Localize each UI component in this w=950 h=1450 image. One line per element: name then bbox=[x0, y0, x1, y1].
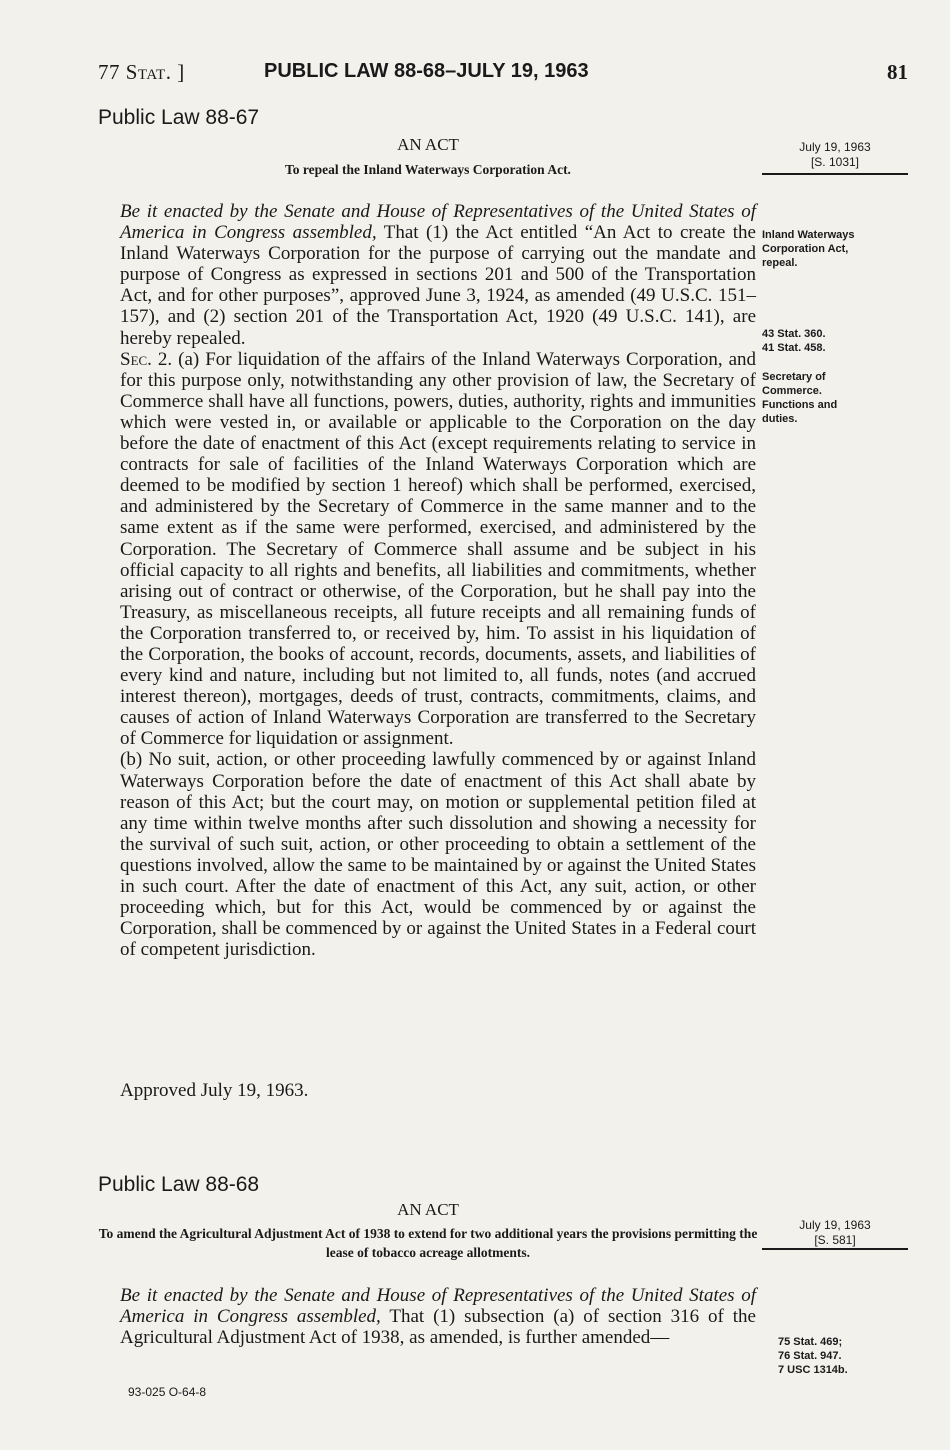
act-heading-2: AN ACT bbox=[397, 1200, 459, 1219]
law2-section-1-text: That (1) subsection (a) of section 316 of the Agricultural Adjustment Act of 1938, as amended, is further amended— bbox=[120, 1306, 756, 1349]
law-title-88-67: Public Law 88-67 bbox=[98, 106, 260, 129]
act-purpose: To repeal the Inland Waterways Corporation Act. bbox=[285, 162, 571, 177]
section-2a-text: (a) For liquidation of the affairs of the Inland Waterways Corporation, and for this purpose only, notwithstanding any other provision of law, the Secretary of Commerce shall have all functions, powers, duties, authority, rights and immunities which were vested in, or available or applicable to the Corporation on the day before the date of enactment of this Act (except requirements relating to service in contracts for sale of facilities of the Inland Waterways Corporation which are deemed to be modified by section 1 hereof) which shall be performed, exercised, and administered by the Secretary of Commerce in the same manner and to the same extent as if the same were performed, exercised, and administered by the Corporation. The Secretary of Commerce shall assume and be subject in his official capacity to all rights and benefits, all liabilities and commitments, whether arising out of contract or otherwise, of the Corporation, but he shall pay into the Treasury, as miscellaneous receipts, all future receipts and all remaining funds of the Corporation transferred to, or received by, him. To assist in his liquidation of the Corporation, the books of account, records, documents, assets, and liabilities of every kind and nature, including but not limited to, all funds, notes (and accrued interest thereon), mortgages, deeds of trust, contracts, commitments, claims, and causes of action of Inland Waterways Corporation are transferred to the Secretary of Commerce for liquidation or assignment. bbox=[120, 348, 757, 750]
section-2a bbox=[120, 349, 756, 750]
date-text-2: July 19, 1963 bbox=[799, 1218, 871, 1232]
section-1 bbox=[120, 201, 756, 349]
enacting-clause: Be it enacted by the Senate and House of Representatives of the United States of America in Congress assembled, bbox=[120, 201, 756, 244]
section-1-text: That (1) the Act entitled “An Act to create the Inland Waterways Corporation for the purpose of carrying out the mandate and purpose of Congress as expressed in sections 201 and 500 of the Transportation Act, and for other purposes”, approved June 3, 1924, as amended (49 U.S.C. 151–157), and (2) section 201 of the Transportation Act, 1920 (49 U.S.C. 141), are hereby repealed. bbox=[120, 222, 756, 349]
margin-note-repeal: Inland Waterways Corporation Act, repeal. bbox=[762, 229, 855, 269]
act-purpose-2: To amend the Agricultural Adjustment Act of 1938 to extend for two additional years the provisions permitting the lease of tobacco acreage allotments. bbox=[98, 1226, 758, 1260]
margin-rule bbox=[762, 173, 908, 175]
law-title-88-68: Public Law 88-68 bbox=[98, 1173, 260, 1196]
section-2b bbox=[120, 749, 756, 960]
bill-number-2: [S. 581] bbox=[814, 1233, 856, 1247]
running-title: PUBLIC LAW 88-68–JULY 19, 1963 bbox=[264, 60, 589, 82]
section-label: Sec. 2. bbox=[120, 348, 173, 370]
enactment-date bbox=[762, 140, 908, 170]
date-text: July 19, 1963 bbox=[799, 140, 871, 154]
section-2b-text: (b) No suit, action, or other proceeding lawfully commenced by or against Inland Waterways Corporation before the date of enactment of this Act shall abate by reason of this Act; but the court may, on motion or supplemental petition filed at any time within twelve months after such dissolution and showing a necessity for the survival of such suit, action, or other proceeding to obtain a settlement of the questions involved, allow the same to be maintained by or against the United States in such court. After the date of enactment of this Act, any suit, action, or other proceeding which, but for this Act, would be commenced by or against the Corporation, shall be commenced by or against the United States in a Federal court of competent jurisdiction. bbox=[120, 749, 756, 961]
margin-rule-2 bbox=[762, 1248, 908, 1250]
enacting-clause-2: Be it enacted by the Senate and House of Representatives of the United States of America in Congress assembled, bbox=[120, 1285, 756, 1328]
approval-line: Approved July 19, 1963. bbox=[120, 1080, 309, 1101]
bill-number: [S. 1031] bbox=[810, 155, 860, 169]
printing-folio: 93-025 O-64-8 bbox=[128, 1385, 207, 1399]
margin-note-stat-citations: 43 Stat. 360. 41 Stat. 458. bbox=[762, 328, 826, 354]
law2-section-1 bbox=[120, 1285, 756, 1348]
volume-reference: 77 Stat. ] bbox=[98, 60, 185, 84]
page-number: 81 bbox=[887, 60, 908, 84]
act-heading: AN ACT bbox=[397, 135, 459, 154]
running-head bbox=[98, 60, 908, 90]
margin-note-secretary: Secretary of Commerce. Functions and duties. bbox=[762, 371, 838, 425]
enactment-date-2 bbox=[762, 1218, 908, 1248]
law2-body bbox=[120, 1285, 756, 1348]
law1-body bbox=[120, 201, 756, 960]
margin-note-citations-2: 75 Stat. 469; 76 Stat. 947. 7 USC 1314b. bbox=[778, 1336, 848, 1376]
